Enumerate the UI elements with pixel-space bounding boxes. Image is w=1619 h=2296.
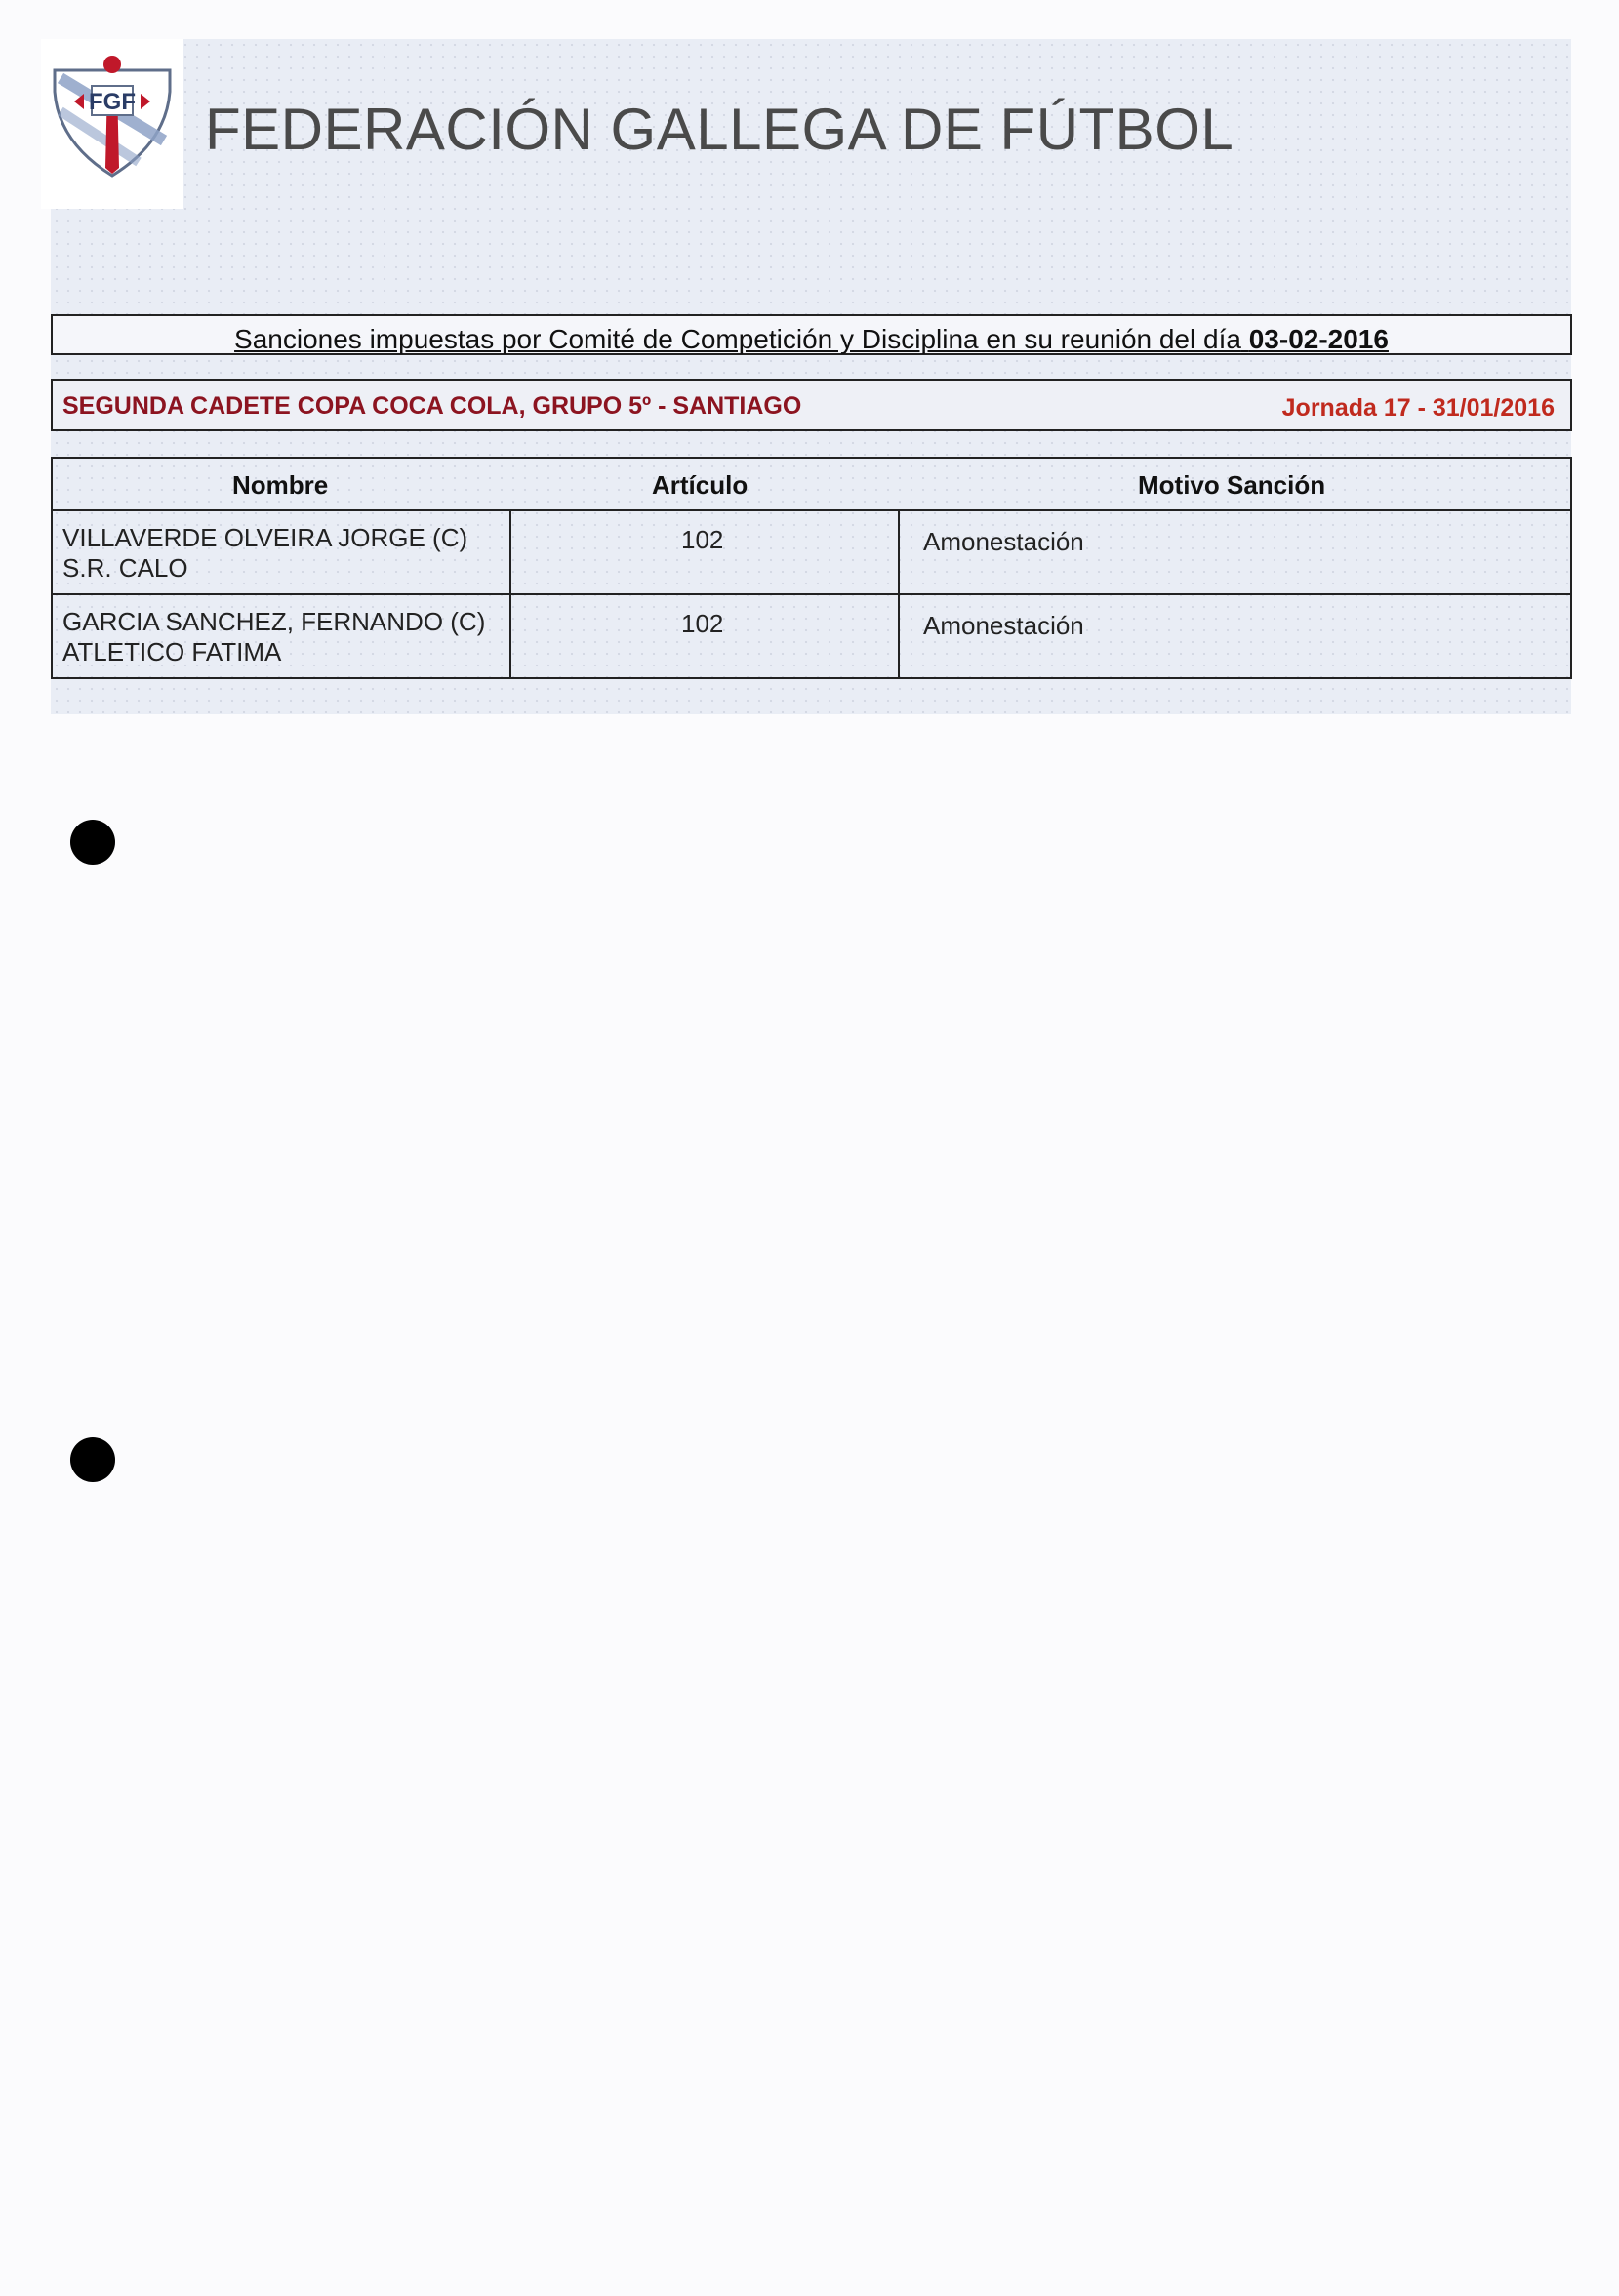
articulo-value: 102 (681, 609, 724, 638)
punch-hole-bottom (70, 1437, 115, 1482)
motivo-value: Amonestación (923, 611, 1084, 640)
column-divider-1 (509, 509, 511, 677)
meeting-date: 03-02-2016 (1248, 324, 1389, 354)
column-divider-2 (898, 509, 900, 677)
row-divider (53, 593, 1570, 595)
header-motivo: Motivo Sanción (1138, 470, 1326, 500)
fgf-shield-logo (51, 53, 174, 180)
competition-name: SEGUNDA CADETE COPA COCA COLA, GRUPO 5º - SANTIAGO (62, 392, 802, 420)
articulo-value: 102 (681, 525, 724, 554)
player-name: GARCIA SANCHEZ, FERNANDO (C) (62, 607, 486, 636)
logo-text: FGF (89, 89, 136, 115)
sanctions-heading (53, 324, 1570, 355)
player-name: VILLAVERDE OLVEIRA JORGE (C) (62, 523, 468, 552)
logo-container (41, 39, 183, 209)
player-club: S.R. CALO (62, 553, 188, 583)
punch-hole-top (70, 820, 115, 865)
header-nombre: Nombre (232, 470, 329, 500)
sanctions-table (51, 457, 1572, 679)
player-club: ATLETICO FATIMA (62, 637, 282, 666)
jornada-label: Jornada 17 - 31/01/2016 (1281, 394, 1555, 422)
header-articulo: Artículo (652, 470, 749, 500)
sanctions-header-bar (51, 314, 1572, 355)
header-divider (53, 509, 1570, 511)
competition-bar (51, 379, 1572, 431)
motivo-value: Amonestación (923, 527, 1084, 556)
federation-title: FEDERACIÓN GALLEGA DE FÚTBOL (205, 97, 1234, 162)
sanctions-text: Sanciones impuestas por Comité de Competición y Disciplina en su reunión del día (234, 324, 1241, 354)
